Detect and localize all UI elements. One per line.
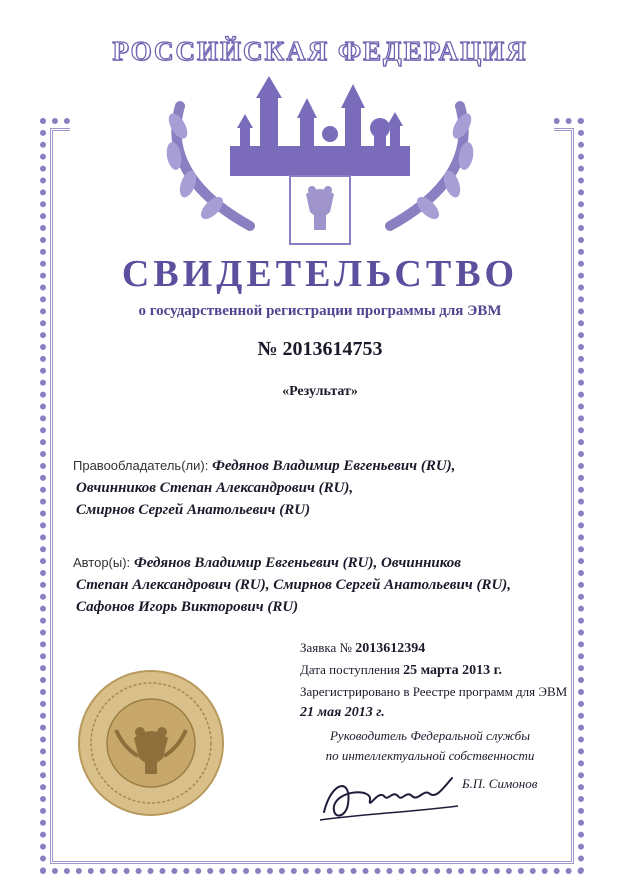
owner-line: Смирнов Сергей Анатольевич (RU) (76, 502, 311, 518)
program-name: «Результат» (282, 384, 358, 399)
received-date: 25 марта 2013 г. (403, 663, 502, 678)
signer-title-line: по интеллектуальной собственности (325, 748, 535, 763)
certificate-number: № 2013614753 (257, 338, 383, 360)
received-label: Дата поступления (300, 662, 400, 677)
registration-block (300, 637, 600, 723)
signer-name: Б.П. Симонов (462, 776, 538, 791)
owners-section (73, 455, 583, 521)
official-seal (76, 668, 226, 818)
certificate-title: СВИДЕТЕЛЬСТВО (121, 253, 519, 295)
application-label: Заявка № (300, 640, 352, 655)
owner-line: Федянов Владимир Евгеньевич (RU), (212, 458, 456, 474)
authors-label: Автор(ы): (73, 555, 131, 570)
author-line: Степан Александрович (RU), Смирнов Сергей Анатольевич (RU), (76, 577, 512, 593)
authors-section (73, 552, 583, 618)
owners-label: Правообладатель(ли): (73, 458, 209, 473)
application-number: 2013612394 (355, 641, 426, 656)
kremlin-wreath-emblem (140, 76, 500, 246)
country-header: РОССИЙСКАЯ ФЕДЕРАЦИЯ (112, 36, 528, 66)
certificate-subtitle: о государственной регистрации программы для ЭВМ (138, 303, 502, 319)
owner-line: Овчинников Степан Александрович (RU), (76, 480, 354, 496)
registered-date: 21 мая 2013 г. (300, 705, 385, 720)
author-line: Федянов Владимир Евгеньевич (RU), Овчинников (133, 555, 461, 571)
handwritten-signature (312, 760, 462, 830)
author-line: Сафонов Игорь Викторович (RU) (76, 599, 299, 615)
signer-title-line: Руководитель Федеральной службы (329, 728, 530, 743)
registered-label: Зарегистрировано в Реестре программ для ЭВМ (300, 684, 568, 699)
